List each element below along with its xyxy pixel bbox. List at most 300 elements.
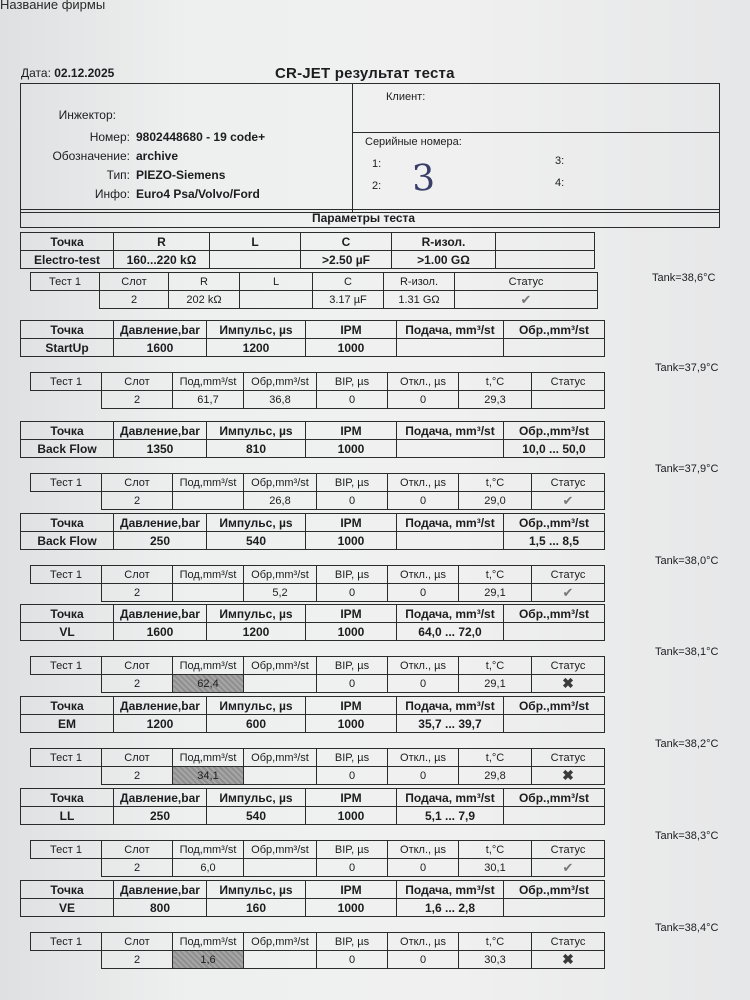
col-ipm: IPM — [306, 321, 397, 339]
res-h-back: Обр,mm³/st — [244, 933, 317, 951]
res-status — [532, 951, 605, 969]
res-bip: 0 — [317, 391, 388, 409]
col-pressure: Давление,bar — [114, 321, 207, 339]
check-icon: ✔ — [562, 859, 574, 875]
res-h-back: Обр,mm³/st — [244, 841, 317, 859]
test-result-table — [30, 840, 605, 877]
res-h-status: Статус — [532, 749, 605, 767]
res-temp: 29,8 — [459, 767, 532, 785]
electro-h-riso: R-изол. — [392, 233, 496, 251]
test-delivery-range — [397, 339, 504, 357]
electro-header-row — [21, 233, 595, 251]
res-temp: 30,3 — [459, 951, 532, 969]
res-h-dev: Откл., µs — [388, 566, 459, 584]
date-label: Дата: — [21, 66, 51, 80]
res-test: Тест 1 — [31, 933, 102, 951]
res-slot: 2 — [102, 675, 173, 693]
test-pressure: 1600 — [114, 339, 207, 357]
res-slot: 2 — [102, 767, 173, 785]
test-result-values — [31, 675, 605, 693]
res-h-bip: BIP, µs — [317, 373, 388, 391]
res-h-del: Под,mm³/st — [173, 373, 244, 391]
test-params-values — [21, 807, 605, 825]
col-pulse: Импульс, µs — [207, 881, 306, 899]
res-h-slot: Слот — [102, 373, 173, 391]
cross-icon: ✖ — [562, 767, 574, 783]
res-blank — [31, 767, 102, 785]
electro-l-range — [210, 251, 301, 269]
res-back: 5,2 — [244, 584, 317, 602]
col-backflow: Обр.,mm³/st — [504, 514, 605, 532]
electro-h-l: L — [210, 233, 301, 251]
test-delivery-range: 35,7 ... 39,7 — [397, 715, 504, 733]
test-pressure: 1350 — [114, 440, 207, 458]
test-pressure: 1200 — [114, 715, 207, 733]
test-ipm: 1000 — [306, 440, 397, 458]
electro-res-h-r: R — [169, 273, 240, 291]
res-back — [244, 859, 317, 877]
date-value: 02.12.2025 — [54, 66, 115, 80]
res-h-temp: t,°C — [459, 566, 532, 584]
res-h-temp: t,°C — [459, 749, 532, 767]
electro-value-row — [21, 251, 595, 269]
report-title: CR-JET результат теста — [275, 65, 455, 82]
test-name: EM — [21, 715, 114, 733]
res-back: 26,8 — [244, 492, 317, 510]
cross-icon: ✖ — [562, 675, 574, 691]
res-h-status: Статус — [532, 841, 605, 859]
res-h-status: Статус — [532, 373, 605, 391]
electro-res-blank — [31, 291, 100, 309]
tank-temp: Tank=37,9°C — [655, 463, 719, 475]
res-dev: 0 — [388, 492, 459, 510]
tank-temp: Tank=37,9°C — [655, 362, 719, 374]
col-delivery: Подача, mm³/st — [397, 697, 504, 715]
test-result-table — [30, 473, 605, 510]
electro-res-h-c: C — [313, 273, 384, 291]
col-ipm: IPM — [306, 605, 397, 623]
res-temp: 30,1 — [459, 859, 532, 877]
test-result-values — [31, 584, 605, 602]
res-bip: 0 — [317, 951, 388, 969]
test-ipm: 1000 — [306, 532, 397, 550]
col-ipm: IPM — [306, 514, 397, 532]
col-pressure: Давление,bar — [114, 697, 207, 715]
test-result-values — [31, 859, 605, 877]
test-result-values — [31, 767, 605, 785]
col-pulse: Импульс, µs — [207, 422, 306, 440]
electro-empty — [496, 251, 595, 269]
test-ipm: 1000 — [306, 715, 397, 733]
res-blank — [31, 675, 102, 693]
res-h-bip: BIP, µs — [317, 749, 388, 767]
test-back-range: 1,5 ... 8,5 — [504, 532, 605, 550]
col-delivery: Подача, mm³/st — [397, 605, 504, 623]
col-pressure: Давление,bar — [114, 881, 207, 899]
col-pressure: Давление,bar — [114, 605, 207, 623]
test-result-header — [31, 566, 605, 584]
col-point: Точка — [21, 881, 114, 899]
col-point: Точка — [21, 422, 114, 440]
res-h-temp: t,°C — [459, 474, 532, 492]
res-back — [244, 951, 317, 969]
col-ipm: IPM — [306, 697, 397, 715]
res-bip: 0 — [317, 859, 388, 877]
type-value: PIEZO-Siemens — [136, 168, 226, 182]
check-icon: ✔ — [520, 291, 532, 307]
res-test: Тест 1 — [31, 749, 102, 767]
res-delivery: 61,7 — [173, 391, 244, 409]
res-status — [532, 492, 605, 510]
designation-value: archive — [136, 149, 179, 163]
res-temp: 29,1 — [459, 675, 532, 693]
test-pulse: 1200 — [207, 623, 306, 641]
col-pressure: Давление,bar — [114, 422, 207, 440]
client-label: Клиент: — [386, 91, 426, 103]
params-title: Параметры теста — [312, 211, 416, 225]
test-result-header — [31, 657, 605, 675]
test-pulse: 810 — [207, 440, 306, 458]
res-back: 36,8 — [244, 391, 317, 409]
col-backflow: Обр.,mm³/st — [504, 881, 605, 899]
res-h-del: Под,mm³/st — [173, 933, 244, 951]
electro-res-h-status: Статус — [455, 273, 598, 291]
res-dev: 0 — [388, 767, 459, 785]
test-params-header — [21, 881, 605, 899]
injector-label: Инжектор: — [58, 108, 116, 122]
col-pulse: Импульс, µs — [207, 789, 306, 807]
res-slot: 2 — [102, 584, 173, 602]
check-icon: ✔ — [562, 492, 574, 508]
res-h-dev: Откл., µs — [388, 657, 459, 675]
test-delivery-range: 5,1 ... 7,9 — [397, 807, 504, 825]
test-back-range — [504, 899, 605, 917]
col-pressure: Давление,bar — [114, 514, 207, 532]
res-test: Тест 1 — [31, 657, 102, 675]
test-params-header — [21, 422, 605, 440]
test-result-header — [31, 841, 605, 859]
res-h-back: Обр,mm³/st — [244, 566, 317, 584]
test-name: VL — [21, 623, 114, 641]
res-dev: 0 — [388, 951, 459, 969]
res-delivery — [173, 584, 244, 602]
res-h-dev: Откл., µs — [388, 373, 459, 391]
res-temp: 29,3 — [459, 391, 532, 409]
test-pressure: 250 — [114, 532, 207, 550]
res-h-back: Обр,mm³/st — [244, 749, 317, 767]
report-date — [21, 66, 114, 80]
test-result-table — [30, 372, 605, 409]
test-ipm: 1000 — [306, 623, 397, 641]
res-delivery: 1,6 — [173, 951, 244, 969]
electro-tank-temp: Tank=38,6°C — [652, 272, 716, 284]
col-pulse: Импульс, µs — [207, 514, 306, 532]
test-params-values — [21, 440, 605, 458]
col-point: Точка — [21, 605, 114, 623]
res-h-slot: Слот — [102, 933, 173, 951]
test-params-header — [21, 321, 605, 339]
electro-result-table — [30, 272, 598, 309]
col-delivery: Подача, mm³/st — [397, 321, 504, 339]
test-result-table — [30, 932, 605, 969]
res-h-slot: Слот — [102, 657, 173, 675]
test-delivery-range: 64,0 ... 72,0 — [397, 623, 504, 641]
test-delivery-range — [397, 440, 504, 458]
test-params-table — [20, 696, 605, 733]
electro-params-table — [20, 232, 595, 269]
test-name: VE — [21, 899, 114, 917]
res-h-bip: BIP, µs — [317, 474, 388, 492]
electro-h-r: R — [114, 233, 210, 251]
test-params-header — [21, 697, 605, 715]
test-result-header — [31, 933, 605, 951]
test-back-range — [504, 623, 605, 641]
test-name: Back Flow — [21, 532, 114, 550]
res-bip: 0 — [317, 584, 388, 602]
res-blank — [31, 492, 102, 510]
electro-c-range: >2.50 µF — [301, 251, 392, 269]
test-back-range: 10,0 ... 50,0 — [504, 440, 605, 458]
res-slot: 2 — [102, 859, 173, 877]
res-back — [244, 767, 317, 785]
res-h-bip: BIP, µs — [317, 657, 388, 675]
col-ipm: IPM — [306, 789, 397, 807]
res-bip: 0 — [317, 767, 388, 785]
electro-res-l — [240, 291, 313, 309]
number-label: Номер: — [89, 130, 130, 144]
test-result-table — [30, 565, 605, 602]
test-params-values — [21, 623, 605, 641]
col-backflow: Обр.,mm³/st — [504, 321, 605, 339]
electro-riso-range: >1.00 GΩ — [392, 251, 496, 269]
col-pressure: Давление,bar — [114, 789, 207, 807]
designation-label: Обозначение: — [52, 149, 130, 163]
test-params-table — [20, 513, 605, 550]
res-slot: 2 — [102, 492, 173, 510]
res-delivery: 6,0 — [173, 859, 244, 877]
res-h-back: Обр,mm³/st — [244, 373, 317, 391]
res-h-back: Обр,mm³/st — [244, 474, 317, 492]
col-backflow: Обр.,mm³/st — [504, 422, 605, 440]
number-value: 9802448680 - 19 code+ — [136, 130, 266, 144]
test-name: LL — [21, 807, 114, 825]
test-params-values — [21, 532, 605, 550]
test-params-values — [21, 339, 605, 357]
test-params-table — [20, 421, 605, 458]
res-back — [244, 675, 317, 693]
electro-res-header — [31, 273, 598, 291]
type-label: Тип: — [106, 168, 130, 182]
electro-r-range: 160...220 kΩ — [114, 251, 210, 269]
res-bip: 0 — [317, 675, 388, 693]
test-params-header — [21, 514, 605, 532]
test-ipm: 1000 — [306, 339, 397, 357]
res-h-status: Статус — [532, 933, 605, 951]
res-h-bip: BIP, µs — [317, 841, 388, 859]
tank-temp: Tank=38,0°C — [655, 555, 719, 567]
test-params-values — [21, 899, 605, 917]
check-icon: ✔ — [562, 584, 574, 600]
res-status — [532, 675, 605, 693]
res-temp: 29,0 — [459, 492, 532, 510]
electro-res-test: Тест 1 — [31, 273, 100, 291]
test-pressure: 250 — [114, 807, 207, 825]
test-pressure: 800 — [114, 899, 207, 917]
res-h-del: Под,mm³/st — [173, 566, 244, 584]
res-h-temp: t,°C — [459, 657, 532, 675]
res-dev: 0 — [388, 584, 459, 602]
test-params-table — [20, 880, 605, 917]
test-name: StartUp — [21, 339, 114, 357]
res-h-del: Под,mm³/st — [173, 841, 244, 859]
cross-icon: ✖ — [562, 951, 574, 967]
test-ipm: 1000 — [306, 899, 397, 917]
tank-temp: Tank=38,2°C — [655, 738, 719, 750]
test-params-values — [21, 715, 605, 733]
res-h-del: Под,mm³/st — [173, 657, 244, 675]
res-test: Тест 1 — [31, 841, 102, 859]
serials-label: Серийные номера: — [365, 136, 462, 148]
res-dev: 0 — [388, 391, 459, 409]
res-temp: 29,1 — [459, 584, 532, 602]
col-point: Точка — [21, 789, 114, 807]
test-params-table — [20, 320, 605, 357]
test-params-header — [21, 789, 605, 807]
test-pulse: 600 — [207, 715, 306, 733]
test-result-values — [31, 492, 605, 510]
col-backflow: Обр.,mm³/st — [504, 605, 605, 623]
res-h-dev: Откл., µs — [388, 749, 459, 767]
res-test: Тест 1 — [31, 474, 102, 492]
res-test: Тест 1 — [31, 373, 102, 391]
electro-res-h-slot: Слот — [100, 273, 169, 291]
res-test: Тест 1 — [31, 566, 102, 584]
res-h-slot: Слот — [102, 474, 173, 492]
test-result-values — [31, 391, 605, 409]
test-result-header — [31, 749, 605, 767]
test-pulse: 1200 — [207, 339, 306, 357]
company-name: Название фирмы — [0, 0, 106, 12]
info-divider — [352, 83, 353, 212]
res-h-status: Статус — [532, 566, 605, 584]
col-point: Точка — [21, 697, 114, 715]
info-value: Euro4 Psa/Volvo/Ford — [136, 187, 260, 201]
test-delivery-range: 1,6 ... 2,8 — [397, 899, 504, 917]
test-params-table — [20, 604, 605, 641]
test-pressure: 1600 — [114, 623, 207, 641]
res-status — [532, 391, 605, 409]
col-pulse: Импульс, µs — [207, 321, 306, 339]
res-h-status: Статус — [532, 474, 605, 492]
res-h-slot: Слот — [102, 566, 173, 584]
res-h-bip: BIP, µs — [317, 933, 388, 951]
test-params-table — [20, 788, 605, 825]
serial-slot-4: 4: — [555, 177, 565, 189]
test-result-table — [30, 656, 605, 693]
electro-res-status — [455, 291, 598, 309]
test-pulse: 160 — [207, 899, 306, 917]
col-delivery: Подача, mm³/st — [397, 422, 504, 440]
col-backflow: Обр.,mm³/st — [504, 697, 605, 715]
info-label: Инфо: — [94, 187, 130, 201]
res-delivery: 34,1 — [173, 767, 244, 785]
test-back-range — [504, 339, 605, 357]
res-dev: 0 — [388, 859, 459, 877]
res-h-back: Обр,mm³/st — [244, 657, 317, 675]
res-slot: 2 — [102, 391, 173, 409]
res-h-temp: t,°C — [459, 373, 532, 391]
res-h-bip: BIP, µs — [317, 566, 388, 584]
col-delivery: Подача, mm³/st — [397, 789, 504, 807]
res-h-dev: Откл., µs — [388, 474, 459, 492]
res-slot: 2 — [102, 951, 173, 969]
col-point: Точка — [21, 321, 114, 339]
electro-h-empty — [496, 233, 595, 251]
test-result-table — [30, 748, 605, 785]
electro-res-c: 3.17 µF — [313, 291, 384, 309]
tank-temp: Tank=38,4°C — [655, 922, 719, 934]
electro-h-point: Точка — [21, 233, 114, 251]
res-delivery — [173, 492, 244, 510]
res-blank — [31, 391, 102, 409]
col-delivery: Подача, mm³/st — [397, 514, 504, 532]
electro-h-c: C — [301, 233, 392, 251]
test-params-header — [21, 605, 605, 623]
electro-res-r: 202 kΩ — [169, 291, 240, 309]
test-result-header — [31, 373, 605, 391]
res-dev: 0 — [388, 675, 459, 693]
test-delivery-range — [397, 532, 504, 550]
col-pulse: Импульс, µs — [207, 697, 306, 715]
res-h-dev: Откл., µs — [388, 933, 459, 951]
test-ipm: 1000 — [306, 807, 397, 825]
tank-temp: Tank=38,3°C — [655, 830, 719, 842]
res-blank — [31, 951, 102, 969]
client-divider — [352, 132, 719, 133]
res-status — [532, 767, 605, 785]
test-back-range — [504, 807, 605, 825]
res-h-status: Статус — [532, 657, 605, 675]
electro-res-riso: 1.31 GΩ — [384, 291, 455, 309]
handwritten-serial-mark: 3 — [410, 157, 436, 200]
res-h-del: Под,mm³/st — [173, 749, 244, 767]
col-ipm: IPM — [306, 881, 397, 899]
test-pulse: 540 — [207, 532, 306, 550]
res-h-temp: t,°C — [459, 933, 532, 951]
col-delivery: Подача, mm³/st — [397, 881, 504, 899]
col-backflow: Обр.,mm³/st — [504, 789, 605, 807]
serial-slot-1: 1: — [372, 158, 382, 170]
test-pulse: 540 — [207, 807, 306, 825]
res-h-slot: Слот — [102, 841, 173, 859]
electro-res-values — [31, 291, 598, 309]
electro-res-slot: 2 — [100, 291, 169, 309]
electro-name: Electro-test — [21, 251, 114, 269]
col-pulse: Импульс, µs — [207, 605, 306, 623]
test-back-range — [504, 715, 605, 733]
test-name: Back Flow — [21, 440, 114, 458]
res-blank — [31, 859, 102, 877]
res-h-del: Под,mm³/st — [173, 474, 244, 492]
res-h-temp: t,°C — [459, 841, 532, 859]
serial-slot-3: 3: — [555, 155, 565, 167]
col-ipm: IPM — [306, 422, 397, 440]
serial-slot-2: 2: — [372, 180, 382, 192]
res-status — [532, 584, 605, 602]
res-delivery: 62,4 — [173, 675, 244, 693]
res-status — [532, 859, 605, 877]
res-blank — [31, 584, 102, 602]
